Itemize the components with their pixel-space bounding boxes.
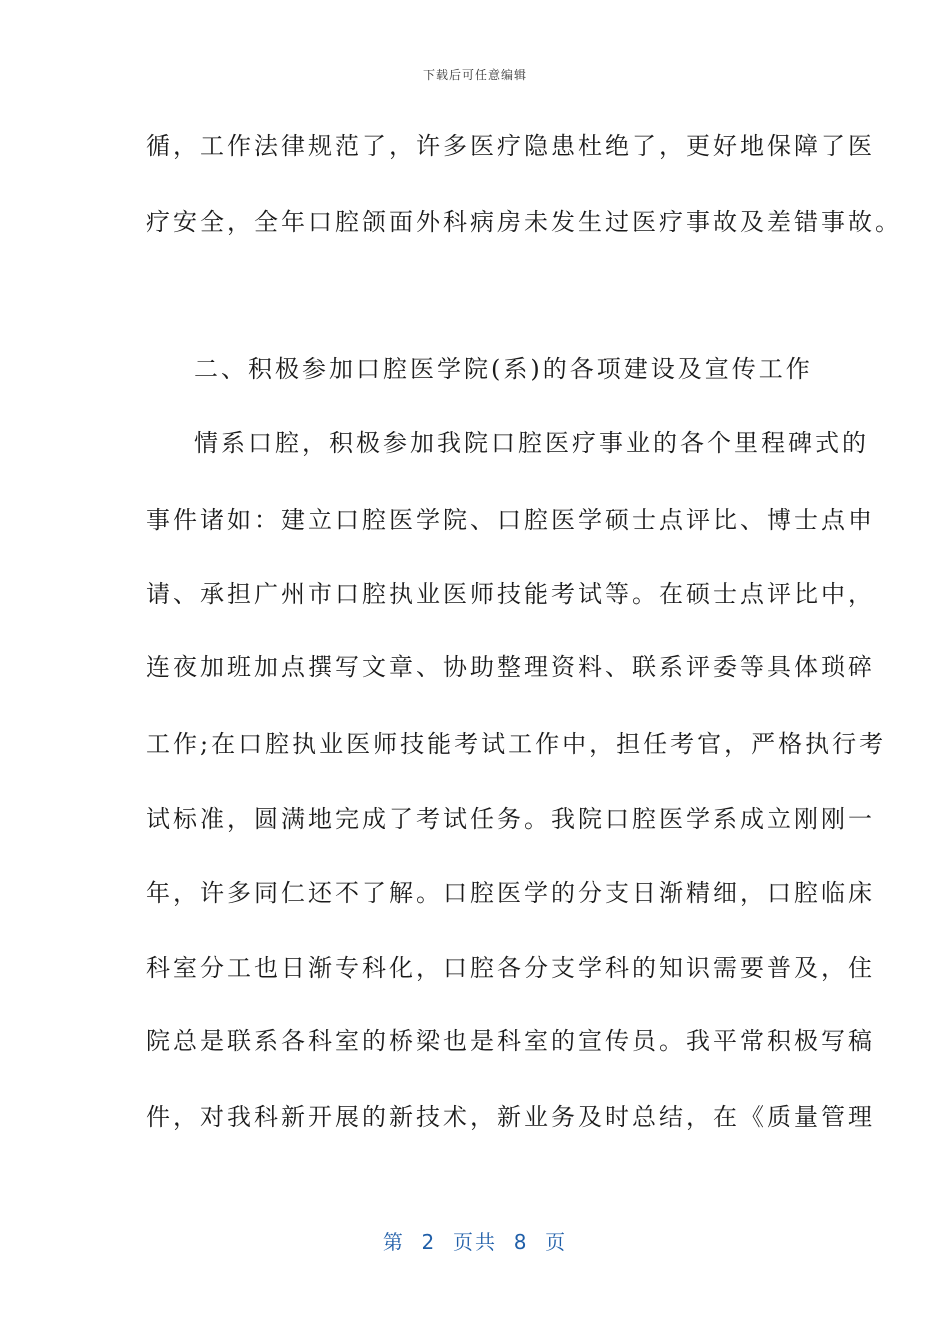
body-line-6: 连夜加班加点撰写文章、协助整理资料、联系评委等具体琐碎 [146,653,875,681]
body-line-1: 循，工作法律规范了，许多医疗隐患杜绝了，更好地保障了医 [146,132,875,160]
body-line-7: 工作;在口腔执业医师技能考试工作中，担任考官，严格执行考 [146,730,887,758]
body-line-5: 请、承担广州市口腔执业医师技能考试等。在硕士点评比中， [146,580,875,608]
body-line-12: 件，对我科新开展的新技术，新业务及时总结，在《质量管理 [146,1103,875,1131]
body-line-11: 院总是联系各科室的桥梁也是科室的宣传员。我平常积极写稿 [146,1027,875,1055]
page-number-footer [0,1226,950,1255]
body-line-10: 科室分工也日渐专科化，口腔各分支学科的知识需要普及，住 [146,954,875,982]
body-line-9: 年，许多同仁还不了解。口腔医学的分支日渐精细，口腔临床 [146,879,875,907]
body-line-2: 疗安全，全年口腔颌面外科病房未发生过医疗事故及差错事故。 [146,208,902,236]
page-number-label: 第 2 页共 8 页 [382,1230,568,1254]
page-header-note: 下载后可任意编辑 [422,68,527,82]
body-line-8: 试标准，圆满地完成了考试任务。我院口腔医学系成立刚刚一 [146,805,875,833]
body-line-3: 情系口腔，积极参加我院口腔医疗事业的各个里程碑式的 [194,429,869,457]
body-line-4: 事件诸如：建立口腔医学院、口腔医学硕士点评比、博士点申 [146,506,875,534]
section-heading: 二、积极参加口腔医学院(系)的各项建设及宣传工作 [194,355,813,383]
